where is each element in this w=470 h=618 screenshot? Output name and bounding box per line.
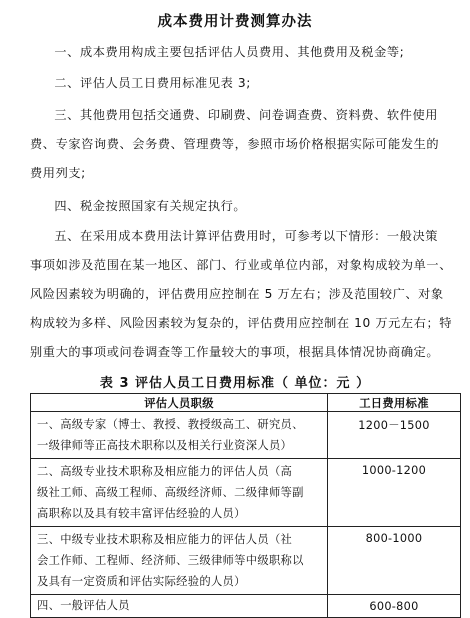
paragraph-5: [30, 222, 458, 367]
table-caption: 表 3 评估人员工日费用标准（ 单位：元 ）: [99, 376, 371, 391]
paragraph-4: [30, 192, 458, 221]
role-line: 高职称以及具有较丰富评估经验的人员）: [37, 507, 246, 520]
fee-standard-table: [30, 393, 461, 618]
role-line: 四、一般评估人员: [37, 599, 130, 612]
table-row: [31, 459, 461, 527]
cost-cell: 600-800: [328, 595, 461, 618]
role-line: 会工作师、工程师、经济师、三级律师等中级职称以: [37, 554, 304, 567]
paragraph-2: [30, 69, 458, 98]
cost-cell: 800-1000: [328, 527, 461, 595]
paragraph-line: 事项如涉及范围在某一地区、部门、行业或单位内部，对象构成较为单一、: [30, 258, 452, 272]
role-cell: [31, 595, 328, 618]
paragraph-1: [30, 38, 458, 67]
header-cost: 工日费用标准: [328, 394, 461, 412]
table-row: [31, 595, 461, 618]
cost-cell: 1000-1200: [328, 459, 461, 527]
role-line: 二、高级专业技术职称及相应能力的评估人员（高: [37, 465, 293, 478]
paragraph-3: [30, 101, 458, 188]
cost-cell: 1200－1500: [328, 412, 461, 459]
role-line: 及具有一定资质和评估实际经验的人员）: [37, 575, 246, 588]
paragraph-line: 三、其他费用包括交通费、印刷费、问卷调查费、资料费、软件使用: [54, 108, 439, 122]
paragraph-line: 四、税金按照国家有关规定执行。: [54, 199, 247, 213]
paragraph-line: 费用列支;: [30, 166, 86, 180]
paragraph-line: 费、专家咨询费、会务费、管理费等，参照市场价格根据实际可能发生的: [30, 137, 440, 151]
paragraph-line: 二、评估人员工日费用标准见表 3;: [54, 76, 251, 90]
role-cell: [31, 412, 328, 459]
document-title: 成本费用计费测算办法: [157, 14, 313, 30]
paragraph-line: 风险因素较为明确的，评估费用应控制在 5 万左右；涉及范围较广、对象: [30, 287, 444, 301]
header-role: 评估人员职级: [31, 394, 328, 412]
role-line: 级社工师、高级工程师、高级经济师、二级律师等副: [37, 486, 304, 499]
table-row: [31, 412, 461, 459]
paragraph-line: 一、成本费用构成主要包括评估人员费用、其他费用及税金等;: [54, 45, 405, 59]
role-cell: [31, 459, 328, 527]
paragraph-line: 构成较为多样、风险因素较为复杂的，评估费用应控制在 10 万元左右；特: [30, 316, 453, 330]
table-header-row: [31, 394, 461, 412]
paragraph-line: 五、在采用成本费用法计算评估费用时，可参考以下情形：一般决策: [54, 229, 439, 243]
table-row: [31, 527, 461, 595]
role-cell: [31, 527, 328, 595]
role-line: 一级律师等正高技术职称以及相关行业资深人员）: [37, 439, 293, 452]
role-line: 三、中级专业技术职称及相应能力的评估人员（社: [37, 533, 293, 546]
paragraph-line: 别重大的事项或问卷调查等工作量较大的事项，根据具体情况协商确定。: [30, 345, 440, 359]
role-line: 一、高级专家（博士、教授、教授级高工、研究员、: [37, 418, 304, 431]
